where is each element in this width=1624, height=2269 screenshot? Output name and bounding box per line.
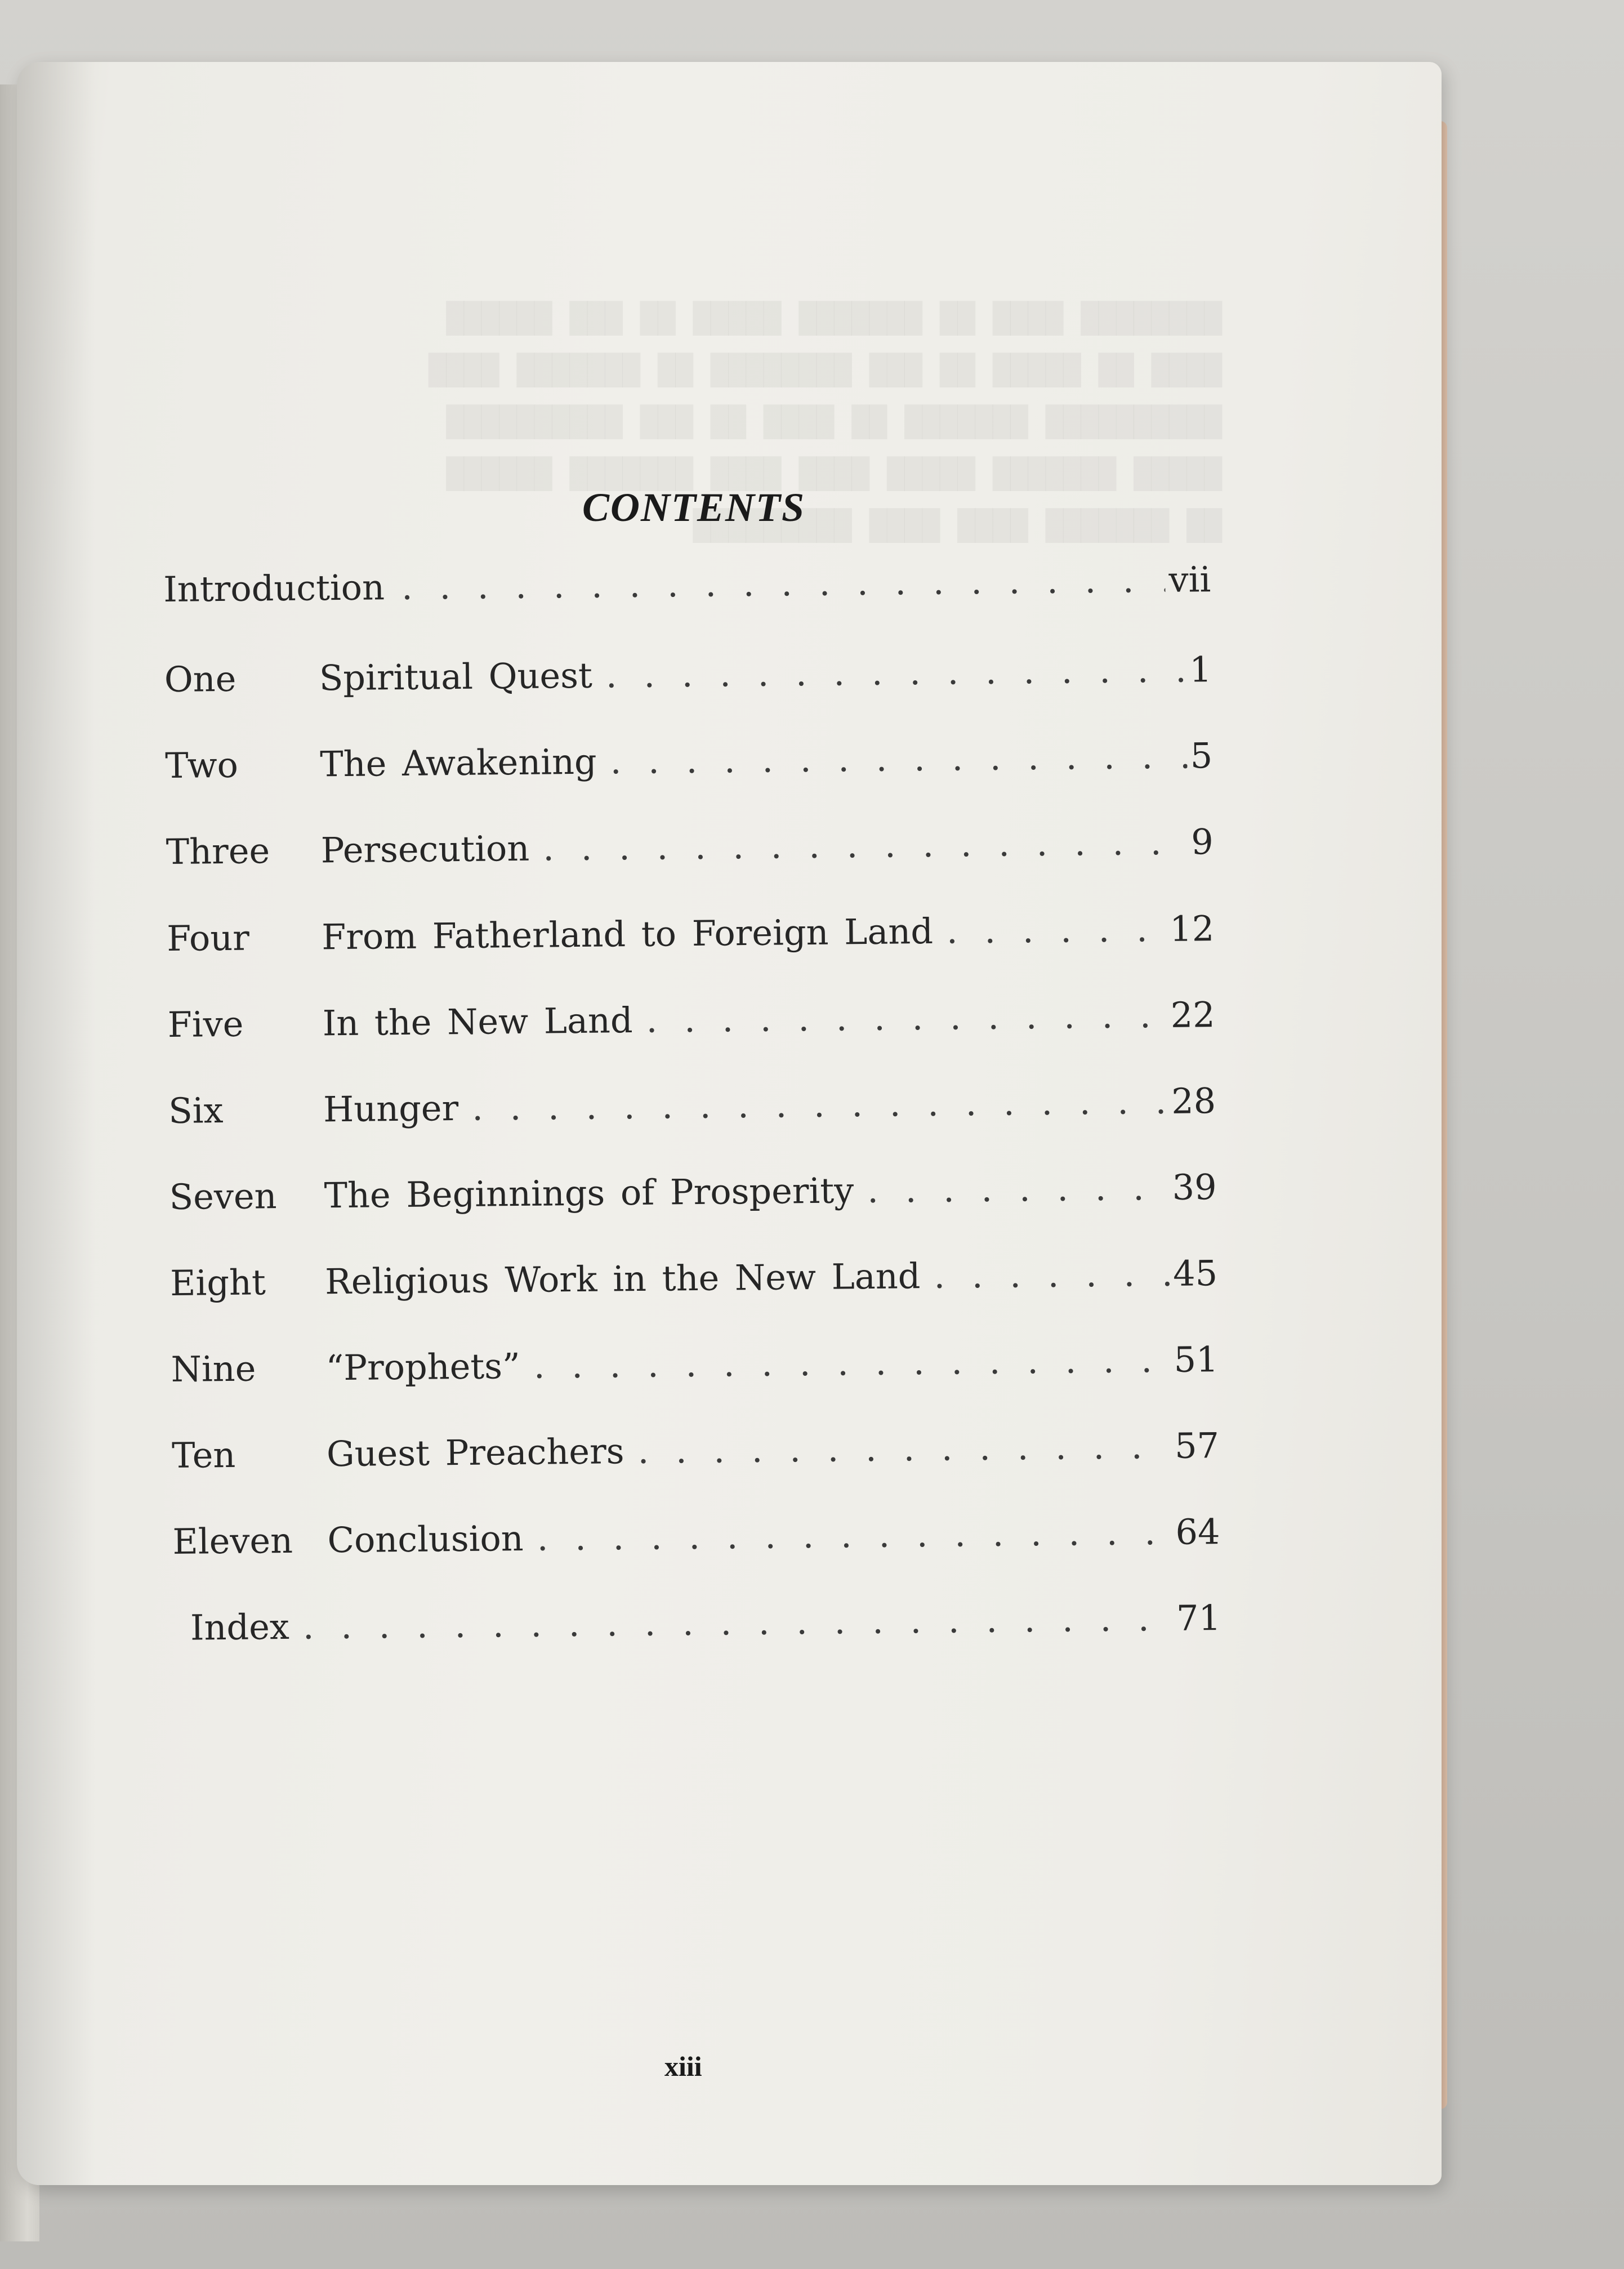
toc-entry-title: Spiritual Quest bbox=[319, 654, 593, 699]
toc-leader-dots bbox=[401, 559, 1166, 608]
toc-entry-page: 9 bbox=[1190, 821, 1214, 863]
toc-entry-page: vii bbox=[1168, 559, 1211, 600]
toc-leader-dots bbox=[472, 1081, 1168, 1129]
toc-entry-chapter-seven[interactable] bbox=[169, 1166, 1217, 1227]
toc-leader-dots bbox=[947, 908, 1167, 952]
toc-leader-dots bbox=[302, 1598, 1173, 1647]
toc-chapter-number: Nine bbox=[171, 1348, 256, 1390]
toc-entry-page: 28 bbox=[1171, 1080, 1216, 1122]
toc-leader-dots bbox=[605, 649, 1186, 696]
toc-entry-index[interactable] bbox=[173, 1597, 1221, 1658]
toc-entry-page: 22 bbox=[1170, 994, 1216, 1036]
toc-leader-dots bbox=[543, 822, 1188, 869]
toc-entry-page: 64 bbox=[1175, 1511, 1220, 1553]
toc-leader-dots bbox=[637, 1425, 1171, 1472]
toc-entry-page: 39 bbox=[1172, 1166, 1217, 1208]
toc-entry-chapter-three[interactable] bbox=[166, 821, 1213, 882]
toc-entry-chapter-eight[interactable] bbox=[170, 1252, 1218, 1313]
toc-leader-dots bbox=[867, 1167, 1169, 1211]
toc-entry-title: From Fatherland to Foreign Land bbox=[321, 910, 934, 958]
toc-chapter-number: Eight bbox=[169, 1261, 266, 1304]
toc-entry-page: 5 bbox=[1190, 735, 1213, 777]
toc-entry-page: 1 bbox=[1189, 649, 1212, 690]
toc-leader-dots bbox=[537, 1512, 1172, 1559]
toc-leader-dots bbox=[610, 735, 1187, 782]
page-number: xiii bbox=[664, 2050, 702, 2082]
toc-chapter-number: Ten bbox=[171, 1434, 236, 1476]
toc-entry-chapter-one[interactable] bbox=[164, 649, 1212, 710]
toc-entry-page: 45 bbox=[1172, 1252, 1218, 1294]
toc-chapter-number: Four bbox=[166, 917, 250, 959]
toc-entry-title: Hunger bbox=[323, 1087, 459, 1130]
toc-entry-page: 12 bbox=[1169, 908, 1215, 949]
toc-entry-title: The Beginnings of Prosperity bbox=[324, 1170, 854, 1216]
toc-entry-chapter-six[interactable] bbox=[168, 1080, 1216, 1141]
toc-entry-title: Index bbox=[190, 1606, 290, 1648]
toc-chapter-number: Eleven bbox=[172, 1519, 293, 1562]
toc-leader-dots bbox=[934, 1253, 1170, 1296]
gutter-shadow bbox=[17, 62, 96, 2185]
toc-entry-page: 51 bbox=[1174, 1339, 1219, 1380]
toc-entry-title: “Prophets” bbox=[325, 1345, 521, 1389]
toc-chapter-number: Three bbox=[166, 830, 270, 872]
toc-entry-title: Conclusion bbox=[327, 1517, 524, 1561]
toc-entry-introduction[interactable] bbox=[163, 559, 1211, 619]
toc-entry-title: The Awakening bbox=[319, 741, 597, 785]
toc-entry-chapter-four[interactable] bbox=[167, 908, 1215, 969]
toc-entry-title: In the New Land bbox=[322, 1000, 633, 1044]
toc-leader-dots bbox=[533, 1339, 1171, 1387]
toc-chapter-number: Six bbox=[168, 1090, 224, 1131]
toc-chapter-number: One bbox=[164, 658, 237, 700]
toc-entry-chapter-five[interactable] bbox=[167, 994, 1215, 1055]
toc-entry-chapter-nine[interactable] bbox=[171, 1339, 1219, 1399]
toc-chapter-number: Seven bbox=[169, 1175, 277, 1218]
toc-entry-page: 57 bbox=[1174, 1425, 1220, 1466]
toc-leader-dots bbox=[646, 995, 1167, 1041]
toc-entry-chapter-two[interactable] bbox=[165, 735, 1213, 796]
toc-entry-page: 71 bbox=[1176, 1597, 1221, 1639]
toc-entry-title: Persecution bbox=[320, 827, 530, 871]
toc-entry-chapter-ten[interactable] bbox=[172, 1425, 1220, 1486]
contents-heading: CONTENTS bbox=[582, 485, 806, 530]
toc-chapter-number: Five bbox=[167, 1003, 244, 1045]
toc-chapter-number: Two bbox=[165, 744, 239, 786]
toc-entry-chapter-eleven[interactable] bbox=[172, 1511, 1220, 1572]
toc-entry-title: Introduction bbox=[163, 567, 385, 610]
toc-entry-title: Religious Work in the New Land bbox=[324, 1255, 921, 1303]
toc-entry-title: Guest Preachers bbox=[326, 1430, 624, 1475]
